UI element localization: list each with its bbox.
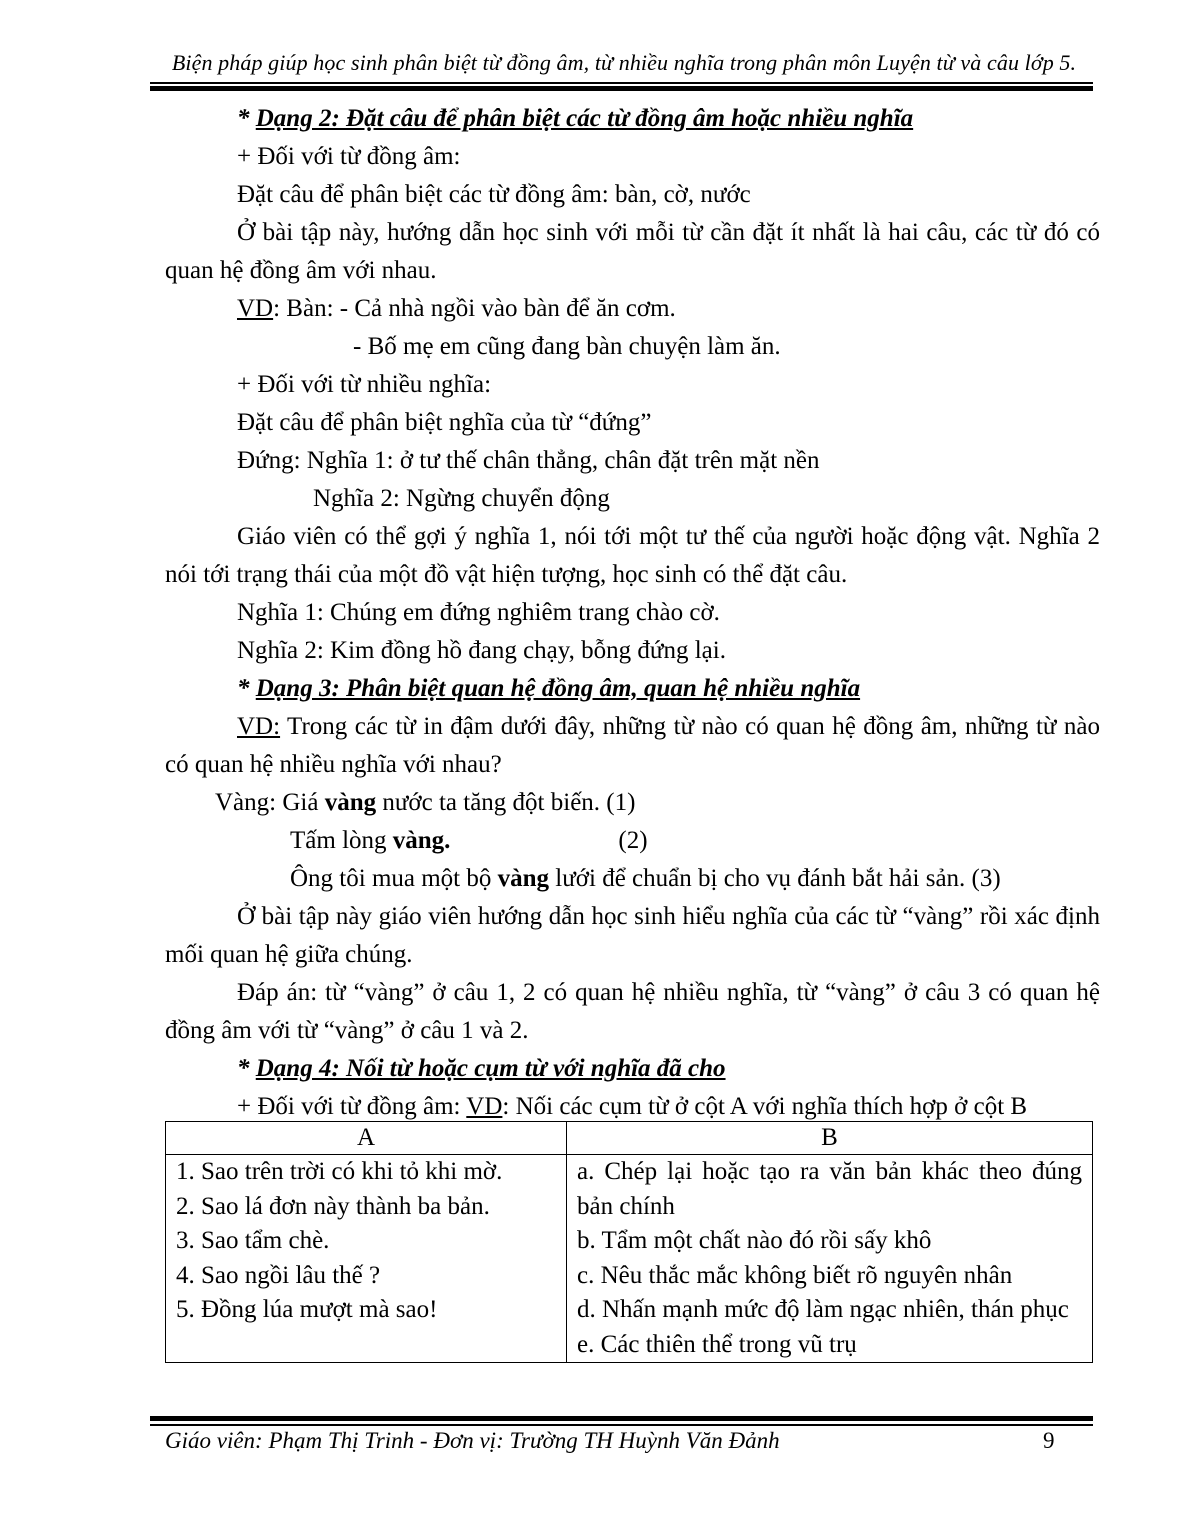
page-header: Biện pháp giúp học sinh phân biệt từ đồng âm, từ nhiều nghĩa trong phân môn Luyện từ và câu lớp 5. — [171, 50, 1077, 75]
vang-example-3 — [165, 860, 1100, 898]
b-item: d. Nhấn mạnh mức độ làm ngạc nhiên, thán phục — [577, 1296, 1069, 1323]
intro-text: + Đối với từ đồng âm: — [237, 1093, 467, 1120]
example-text: Ông tôi mua một bộ — [290, 865, 498, 892]
b-item: e. Các thiên thể trong vũ trụ — [577, 1330, 857, 1358]
heading-star: * — [237, 675, 256, 702]
teacher-hint: Giáo viên có thể gợi ý nghĩa 1, nói tới một tư thế của người hoặc động vật. Nghĩa 2 nói tới trạng thái của một đồ vật hiện tượng, học sinh có thể đặt câu. — [165, 523, 1100, 588]
heading-text: Dạng 2: Đặt câu để phân biệt các từ đồng âm hoặc nhiều nghĩa — [255, 105, 914, 132]
homonym-label: + Đối với từ đồng âm: — [237, 143, 461, 170]
vd-label: VD — [237, 295, 274, 322]
column-a-cell — [166, 1155, 567, 1363]
bold-word: vàng. — [392, 827, 451, 854]
section-3-heading — [165, 670, 1100, 708]
vd-label: VD: — [237, 713, 281, 740]
document-body — [165, 100, 1100, 1126]
heading-star: * — [237, 1055, 256, 1082]
footer-rule-thin — [150, 1424, 1093, 1426]
example-text: lưới để chuẩn bị cho vụ đánh bắt hải sản. (3) — [549, 865, 1001, 892]
meaning-1: Đứng: Nghĩa 1: ở tư thế chân thẳng, chân đặt trên mặt nền — [237, 447, 820, 474]
example-text: nước ta tăng đột biến. (1) — [376, 789, 636, 816]
b-item: a. Chép lại hoặc tạo ra văn bản khác theo đúng bản chính — [577, 1158, 1082, 1220]
heading-star: * — [237, 105, 256, 132]
a-item: 5. Đồng lúa mượt mà sao! — [176, 1296, 438, 1323]
meaning-2: Nghĩa 2: Ngừng chuyển động — [313, 485, 610, 512]
heading-text: Dạng 4: Nối từ hoặc cụm từ với nghĩa đã cho — [255, 1055, 726, 1082]
section-3-guide: Ở bài tập này giáo viên hướng dẫn học sinh hiểu nghĩa của các từ “vàng” rồi xác định mối quan hệ giữa chúng. — [165, 903, 1100, 968]
vang-example-2 — [165, 822, 1100, 860]
table-body-row — [166, 1155, 1093, 1363]
section-4-heading — [165, 1050, 1100, 1088]
polysemy-label: + Đối với từ nhiều nghĩa: — [237, 371, 492, 398]
bold-word: vàng — [497, 865, 550, 892]
a-item: 1. Sao trên trời có khi tỏ khi mờ. — [176, 1158, 503, 1185]
header-rule-thick — [150, 86, 1093, 91]
sentence-2: Nghĩa 2: Kim đồng hồ đang chạy, bỗng đứng lại. — [237, 637, 726, 664]
example-text: Vàng: Giá — [215, 789, 325, 816]
a-item: 3. Sao tẩm chè. — [176, 1227, 330, 1254]
footer-rule-thick — [150, 1416, 1093, 1421]
matching-table — [165, 1121, 1093, 1363]
page-number: 9 — [1043, 1428, 1055, 1453]
b-item: b. Tẩm một chất nào đó rồi sấy khô — [577, 1227, 932, 1254]
section-2-heading — [165, 100, 1100, 138]
column-b-header: B — [567, 1122, 1093, 1155]
b-item: c. Nêu thắc mắc không biết rõ nguyên nhân — [577, 1261, 1013, 1289]
column-a-header: A — [166, 1122, 567, 1155]
heading-text: Dạng 3: Phân biệt quan hệ đồng âm, quan hệ nhiều nghĩa — [255, 675, 861, 702]
bold-word: vàng — [324, 789, 377, 816]
example-ban-line-1 — [165, 290, 1100, 328]
page-footer: Giáo viên: Phạm Thị Trinh - Đơn vị: Trường TH Huỳnh Văn Đảnh — [165, 1428, 780, 1453]
header-rule-thin — [150, 82, 1093, 84]
section-3-answer: Đáp án: từ “vàng” ở câu 1, 2 có quan hệ nhiều nghĩa, từ “vàng” ở câu 3 có quan hệ đồng âm với từ “vàng” ở câu 1 và 2. — [165, 979, 1100, 1044]
table-header-row — [166, 1122, 1093, 1155]
section-3-question — [165, 708, 1100, 784]
example-number: (2) — [618, 827, 648, 854]
example-text: Tấm lòng — [290, 827, 393, 854]
question-text: Trong các từ in đậm dưới đây, những từ nào có quan hệ đồng âm, những từ nào có quan hệ nhiều nghĩa với nhau? — [165, 713, 1100, 778]
vang-example-1 — [165, 784, 1100, 822]
a-item: 2. Sao lá đơn này thành ba bản. — [176, 1192, 490, 1220]
intro-text: : Nối các cụm từ ở cột A với nghĩa thích hợp ở cột B — [502, 1093, 1028, 1120]
example-ban-line-2: - Bố mẹ em cũng đang bàn chuyện làm ăn. — [353, 333, 781, 360]
column-b-cell — [567, 1155, 1093, 1363]
polysemy-task: Đặt câu để phân biệt nghĩa của từ “đứng” — [237, 409, 652, 436]
sentence-1: Nghĩa 1: Chúng em đứng nghiêm trang chào cờ. — [237, 599, 720, 626]
homonym-guide: Ở bài tập này, hướng dẫn học sinh với mỗi từ cần đặt ít nhất là hai câu, các từ đó có quan hệ đồng âm với nhau. — [165, 219, 1100, 284]
example-text: : Bàn: - Cả nhà ngồi vào bàn để ăn cơm. — [273, 295, 676, 322]
vd-label: VD — [466, 1093, 503, 1120]
a-item: 4. Sao ngồi lâu thế ? — [176, 1261, 381, 1289]
homonym-task: Đặt câu để phân biệt các từ đồng âm: bàn, cờ, nước — [237, 181, 751, 208]
